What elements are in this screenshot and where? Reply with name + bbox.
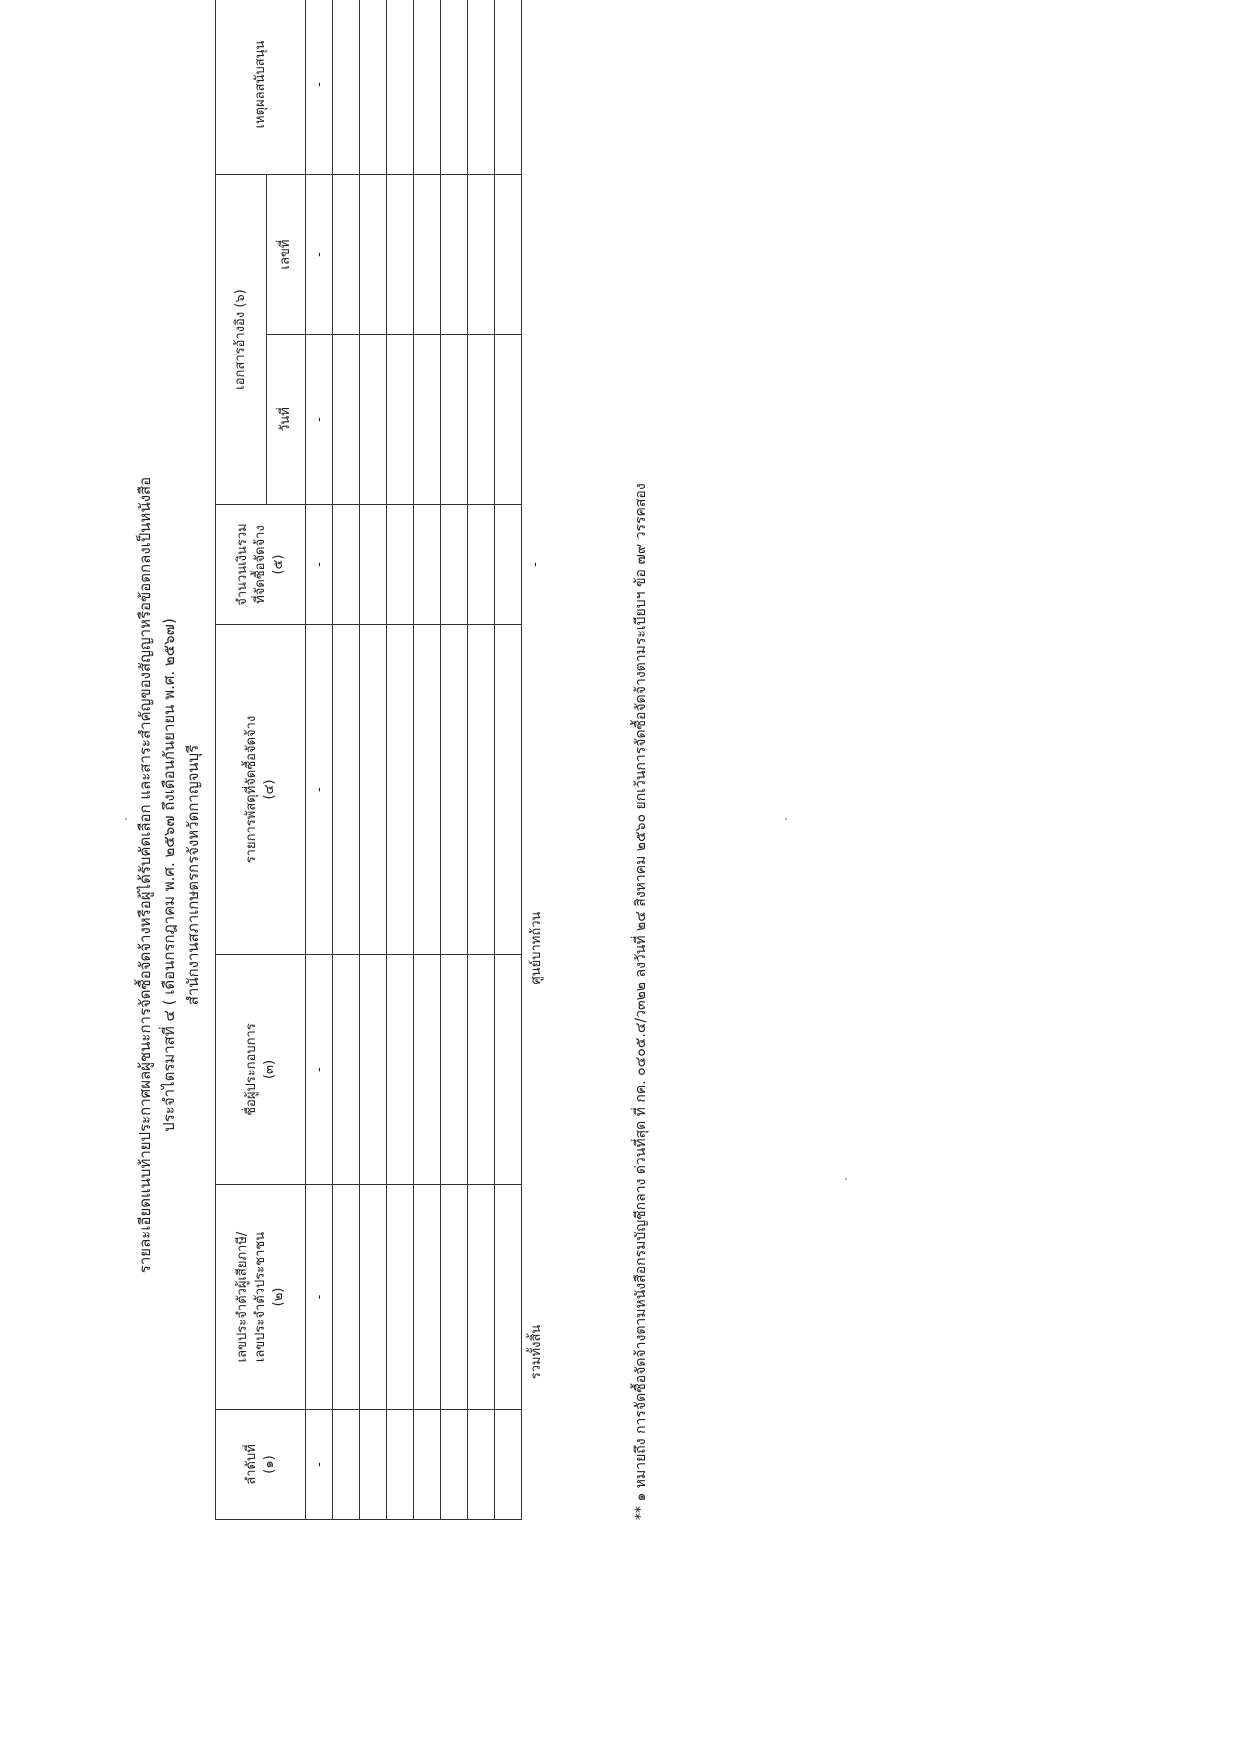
table-cell [333,335,360,505]
table-cell: - [306,1185,333,1410]
table-cell [468,174,495,334]
header-col5-line2: ที่จัดซื้อจัดจ้าง [252,525,268,604]
header-col2-num: (๒) [270,1287,286,1307]
header-col1-label: ลำดับที่ [243,1444,259,1485]
header-col3 [216,955,306,1185]
table-cell [414,174,441,334]
table-cell [495,335,522,505]
table-cell: - [306,335,333,505]
table-cell [495,0,522,174]
header-row [216,0,267,1520]
table-cell [360,174,387,334]
header-col2-line1: เลขประจำตัวผู้เสียภาษี/ [234,1231,250,1363]
header-col5-num: (๕) [270,554,286,575]
table-cell [333,625,360,955]
table-cell [468,505,495,625]
table-cell: - [306,1410,333,1520]
table-cell [333,174,360,334]
table-cell [360,505,387,625]
table-cell [441,335,468,505]
table-cell [441,0,468,174]
total-words: ศูนย์บาทถ้วน [528,911,544,985]
header-col1-num: (๑) [261,1455,277,1474]
table-cell [495,174,522,334]
header-col4-num: (๔) [261,779,277,800]
table-cell [495,955,522,1185]
table-cell [414,625,441,955]
scan-speck [125,818,127,820]
table-cell [468,625,495,955]
header-col7: เหตุผลสนับสนุน [216,0,306,174]
table-cell [333,955,360,1185]
procurement-table [215,0,548,1520]
table-row [360,0,387,1520]
header-col2-line2: เลขประจำตัวประชาชน [252,1231,268,1363]
table-cell [495,625,522,955]
header-col3-num: (๓) [261,1059,277,1080]
scan-speck [845,1178,847,1180]
table-row [441,0,468,1520]
table-cell: - [306,0,333,174]
header-col6-no: เลขที่ [267,174,306,334]
table-cell [360,1410,387,1520]
table-cell [441,1185,468,1410]
table-cell [495,505,522,625]
total-row [522,0,549,1520]
table-row [333,0,360,1520]
table-cell: - [306,625,333,955]
header-col6: เอกสารอ้างอิง (๖) [216,174,267,504]
table-cell [360,335,387,505]
table-cell [468,1185,495,1410]
table-cell [495,1185,522,1410]
header-col1 [216,1410,306,1520]
header-col4-label: รายการพัสดุที่จัดซื้อจัดจ้าง [243,715,259,864]
table-cell [333,0,360,174]
table-cell [468,335,495,505]
table-row [468,0,495,1520]
table-cell [495,1410,522,1520]
table-cell [414,1185,441,1410]
table-cell [360,955,387,1185]
table-cell [441,955,468,1185]
table-row [306,0,333,1520]
table-cell [468,1410,495,1520]
table-cell [387,0,414,174]
table-cell: - [306,174,333,334]
table-cell [468,955,495,1185]
table-cell [414,0,441,174]
header-col5-line1: จำนวนเงินรวม [234,523,250,606]
table-cell [468,0,495,174]
header-col6-date: วันที่ [267,335,306,505]
table-cell [333,1185,360,1410]
total-label: รวมทั้งสิ้น [528,1324,544,1380]
table-row [495,0,522,1520]
table-cell [360,1185,387,1410]
title-line-2: ประจำไตรมาสที่ ๔ ( เดือนกรกฎาคม พ.ศ. ๒๕๖๗ ถึงเดือนกันยายน พ.ศ. ๒๕๖๗) [160,618,178,1132]
table-cell [360,0,387,174]
header-col3-label: ชื่อผู้ประกอบการ [243,1023,259,1116]
header-col4 [216,625,306,955]
table-cell [414,1410,441,1520]
table-cell [441,505,468,625]
table-cell [414,955,441,1185]
table-cell: - [306,955,333,1185]
table-cell [387,505,414,625]
table-row [387,0,414,1520]
table-cell [414,335,441,505]
rotated-document [75,40,975,1700]
header-col5 [216,505,306,625]
table-body [306,0,522,1520]
total-value: - [522,505,549,625]
table-cell [387,955,414,1185]
footnote: ** ๑ หมายถึง การจัดซื้อจัดจ้างตามหนังสือกรมบัญชีกลาง ด่วนที่สุด ที่ กค. ๐๔๐๕.๔/ว๓๒๒ ลงวันที่ ๒๔ สิงหาคม ๒๕๖๐ ยกเว้นการจัดซื้อจัดจ้างตามระเบียบฯ ข้อ ๗๙ วรรคสอง [633,483,649,1520]
table-cell [441,625,468,955]
scan-speck [785,818,787,820]
table-cell [333,1410,360,1520]
table-cell [414,505,441,625]
table-row [414,0,441,1520]
header-col2 [216,1185,306,1410]
table-cell [387,625,414,955]
table-cell [387,335,414,505]
table-cell [360,625,387,955]
title-line-3: สำนักงานสภาเกษตรกรจังหวัดกาญจนบุรี [184,744,202,1006]
table-cell [333,505,360,625]
table-cell [441,1410,468,1520]
table-cell [387,1185,414,1410]
title-line-1: รายละเอียดแนบท้ายประกาศผลผู้ชนะการจัดซื้อจัดจ้างหรือผู้ได้รับคัดเลือก และสาระสำคัญของสัญญาหรือข้อตกลงเป็นหนังสือ [136,476,154,1274]
table-cell [387,1410,414,1520]
table-cell [387,174,414,334]
table-cell [441,174,468,334]
table-cell: - [306,505,333,625]
